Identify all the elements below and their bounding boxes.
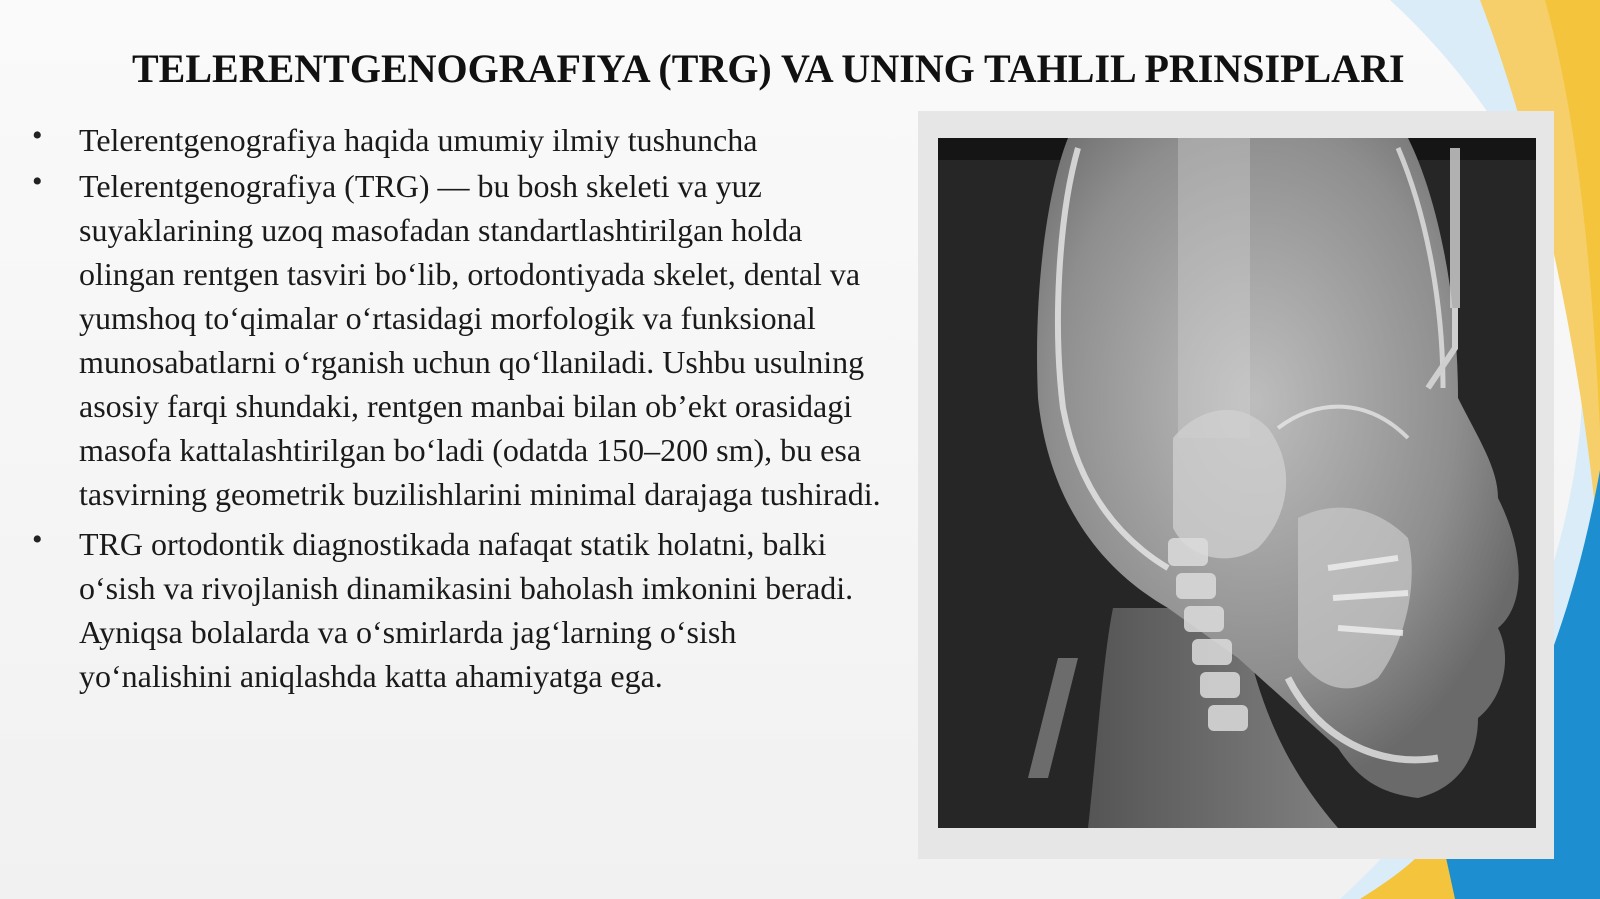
image-frame (918, 111, 1554, 859)
bullet-item (30, 522, 890, 698)
bullet-list (30, 118, 890, 704)
bullet-item (30, 118, 890, 162)
bullet-text: Telerentgenografiya (TRG) — bu bosh skeleti va yuz suyaklarining uzoq masofadan standartlashtirilgan holda olingan rentgen tasviri bo‘lib, ortodontiyada skelet, dental va yumshoq to‘qimalar o‘rtasidagi morfologik va funksional munosabatlarni o‘rganish uchun qo‘llaniladi. Ushbu usulning asosiy farqi shundaki, rentgen manbai bilan ob’ekt orasidagi masofa kattalashtirilgan bo‘ladi (odatda 150–200 sm), bu esa tasvirning geometrik buzilishlarini minimal darajaga tushiradi. (79, 168, 881, 512)
bullet-text: Telerentgenografiya haqida umumiy ilmiy tushuncha (79, 122, 758, 158)
xray-skull-illustration (938, 138, 1536, 828)
lateral-cephalogram-image (938, 138, 1536, 828)
bullet-point: • (32, 165, 43, 198)
bullet-item (30, 164, 890, 516)
bullet-text: TRG ortodontik diagnostikada nafaqat statik holatni, balki o‘sish va rivojlanish dinamikasini baholash imkonini beradi. Ayniqsa bolalarda va o‘smirlarda jag‘larning o‘sish yo‘nalishini aniqlashda katta ahamiyatga ega. (79, 526, 854, 694)
bullet-point: • (32, 523, 43, 556)
bullet-point: • (32, 119, 43, 152)
slide-title: TELERENTGENOGRAFIYA (TRG) VA UNING TAHLIL PRINSIPLARI (132, 46, 1405, 91)
